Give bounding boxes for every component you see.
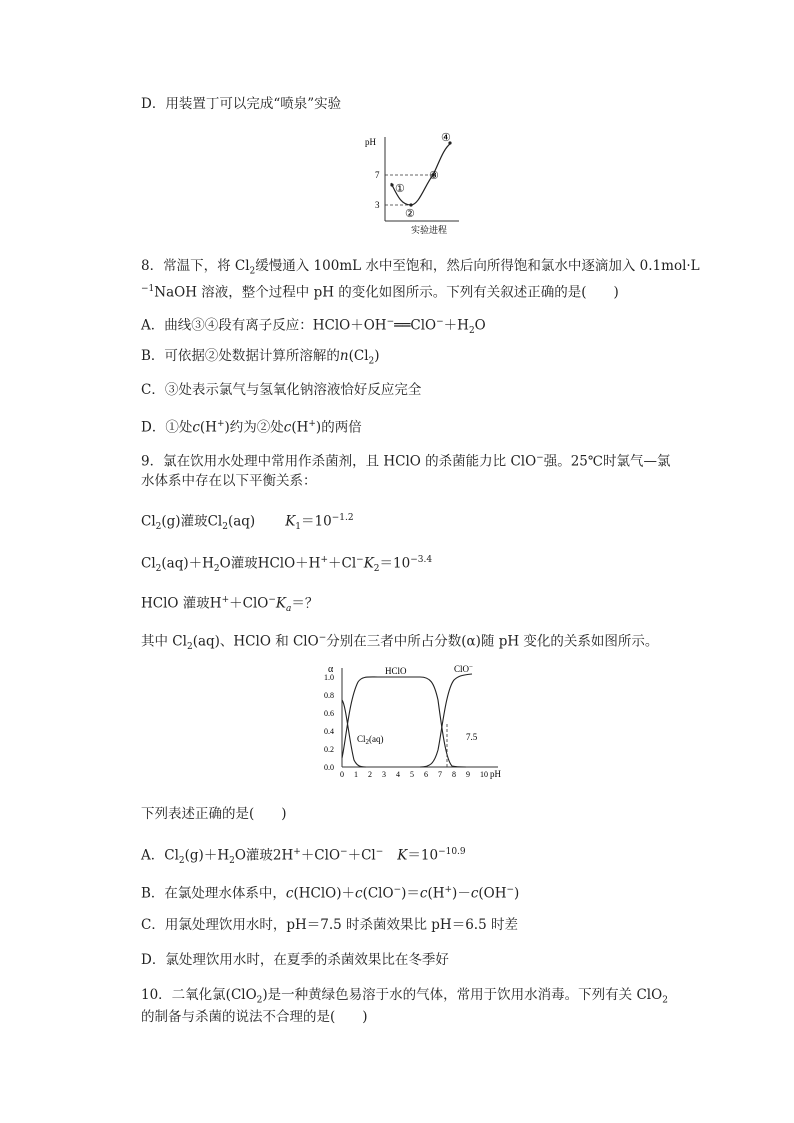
q8-option-d: D．①处c(H+)约为②处c(H+)的两倍 (141, 419, 362, 436)
fig2-label-75: 7.5 (466, 732, 478, 742)
fig2-hclo-curve (342, 677, 466, 767)
fig2-x-tick-label: 5 (410, 770, 414, 779)
q9-stem-line1: 9．氯在饮用水处理中常用作杀菌剂，且 HClO 的杀菌能力比 ClO−强。25℃时氯气—氯 (141, 453, 671, 470)
q10-stem-line1: 10．二氧化氯(ClO$_2$)是一种黄绿色易溶于水的气体，常用于饮用水消毒。下列有关 ClO$_2$ (141, 987, 668, 1006)
q7-option-d: D．用装置丁可以完成“喷泉”实验 (141, 96, 342, 112)
q9-equation-1: $Cl_2(g)$灌玻$Cl_2(aq)$ $K_1=10^{-1.2}$ (141, 513, 354, 533)
q9-stem-line2: 水体系中存在以下平衡关系： (141, 473, 317, 489)
fig1-label-1: ① (395, 183, 405, 195)
q10-stem-line2: 的制备与杀菌的说法不合理的是( ) (141, 1009, 368, 1025)
q9-option-d: D．氯处理饮用水时，在夏季的杀菌效果比在冬季好 (141, 952, 449, 968)
q8-stem-line1: 8．常温下，将 $Cl_2$缓慢通入 100mL 水中至饱和，然后向所得饱和氯水中逐滴加入 0.1mol·L (141, 258, 700, 277)
q9-equation-2: $Cl_2(aq)+H_2O$灌玻$HClO+H^++Cl^-K_2=10^{-3.4}$ (141, 555, 433, 575)
q8-stem-line2: $^{-1}$NaOH 溶液，整个过程中 pH 的变化如图所示。下列有关叙述正确的是( ) (141, 284, 619, 301)
fig2-clo-curve (420, 674, 472, 767)
q9-prompt: 下列表述正确的是( ) (141, 806, 287, 822)
fig2-y-tick-label: 0.2 (324, 745, 334, 754)
fig2-label-cl2: $Cl_2(aq)$ (357, 734, 384, 746)
fig2-x-tick-label: 7 (438, 770, 442, 779)
q9-option-b: B．在氯处理水体系中，c(HClO)＋c(ClO−)＝c(H+)－c(OH−) (141, 885, 520, 902)
fig1-tick-3: 3 (375, 200, 380, 210)
fig2-alpha-label: α (328, 664, 334, 675)
q9-option-a: A．$Cl_2(g)+H_2O$灌玻2H+＋ClO−＋Cl− $K=10^{-10.9}$ (141, 847, 466, 867)
fig1-label-2: ② (405, 208, 415, 220)
fig1-label-4: ④ (441, 132, 451, 144)
fig2-x-ticks (340, 770, 488, 779)
q8-option-a: A．曲线③④段有离子反应：$HClO+OH^-══ClO^-+H_2O$ (141, 317, 486, 337)
fig2-y-tick-label: 0.8 (324, 691, 334, 700)
q9-figure-description: 其中 $Cl_2(aq)$、HClO 和 ClO−分别在三者中所占分数(α)随 pH 变化的关系如图所示。 (141, 633, 659, 653)
fig2-x-tick-label: 3 (382, 770, 386, 779)
fig1-xlabel: 实验进程 (411, 225, 448, 235)
fig2-y-tick-label: 1.0 (324, 673, 334, 682)
fig2-xlabel: pH (490, 769, 501, 779)
fig2-label-clo: ClO− (454, 663, 473, 674)
fig2-x-tick-label: 6 (424, 770, 428, 779)
fig2-x-tick-label: 9 (466, 770, 470, 779)
fig1-point-1 (390, 183, 393, 186)
q9-option-c: C．用氯处理饮用水时，pH＝7.5 时杀菌效果比 pH＝6.5 时差 (141, 917, 518, 933)
fig2-y-tick-label: 0.6 (324, 709, 334, 718)
fig1-ph-curve (391, 143, 451, 205)
ph-progress-figure (355, 125, 465, 240)
fig2-x-tick-label: 8 (452, 770, 456, 779)
q8-option-c: C．③处表示氯气与氢氧化钠溶液恰好反应完全 (141, 382, 422, 398)
q9-equation-3: HClO 灌玻$H^++ClO^-K_a=$？ (141, 595, 319, 615)
fig1-point-2 (409, 203, 412, 206)
fig2-y-tick-label: 0.0 (324, 763, 334, 772)
fig2-x-tick-label: 1 (354, 770, 358, 779)
fig1-label-3: ③ (429, 170, 439, 182)
q8-option-b: B．可依据②处数据计算所溶解的$n(Cl_2)$ (141, 348, 380, 367)
fig1-tick-7: 7 (375, 170, 380, 180)
fig2-y-ticks (324, 673, 334, 772)
fig2-x-tick-label: 2 (368, 770, 372, 779)
alpha-ph-figure (322, 660, 512, 785)
fig2-x-tick-label: 4 (396, 770, 400, 779)
fig1-ylabel: pH (365, 137, 376, 147)
fig2-x-tick-label: 0 (340, 770, 344, 779)
fig2-label-hclo: HClO (385, 666, 407, 676)
fig2-x-tick-label: 10 (480, 770, 488, 779)
fig2-y-tick-label: 0.4 (324, 727, 334, 736)
